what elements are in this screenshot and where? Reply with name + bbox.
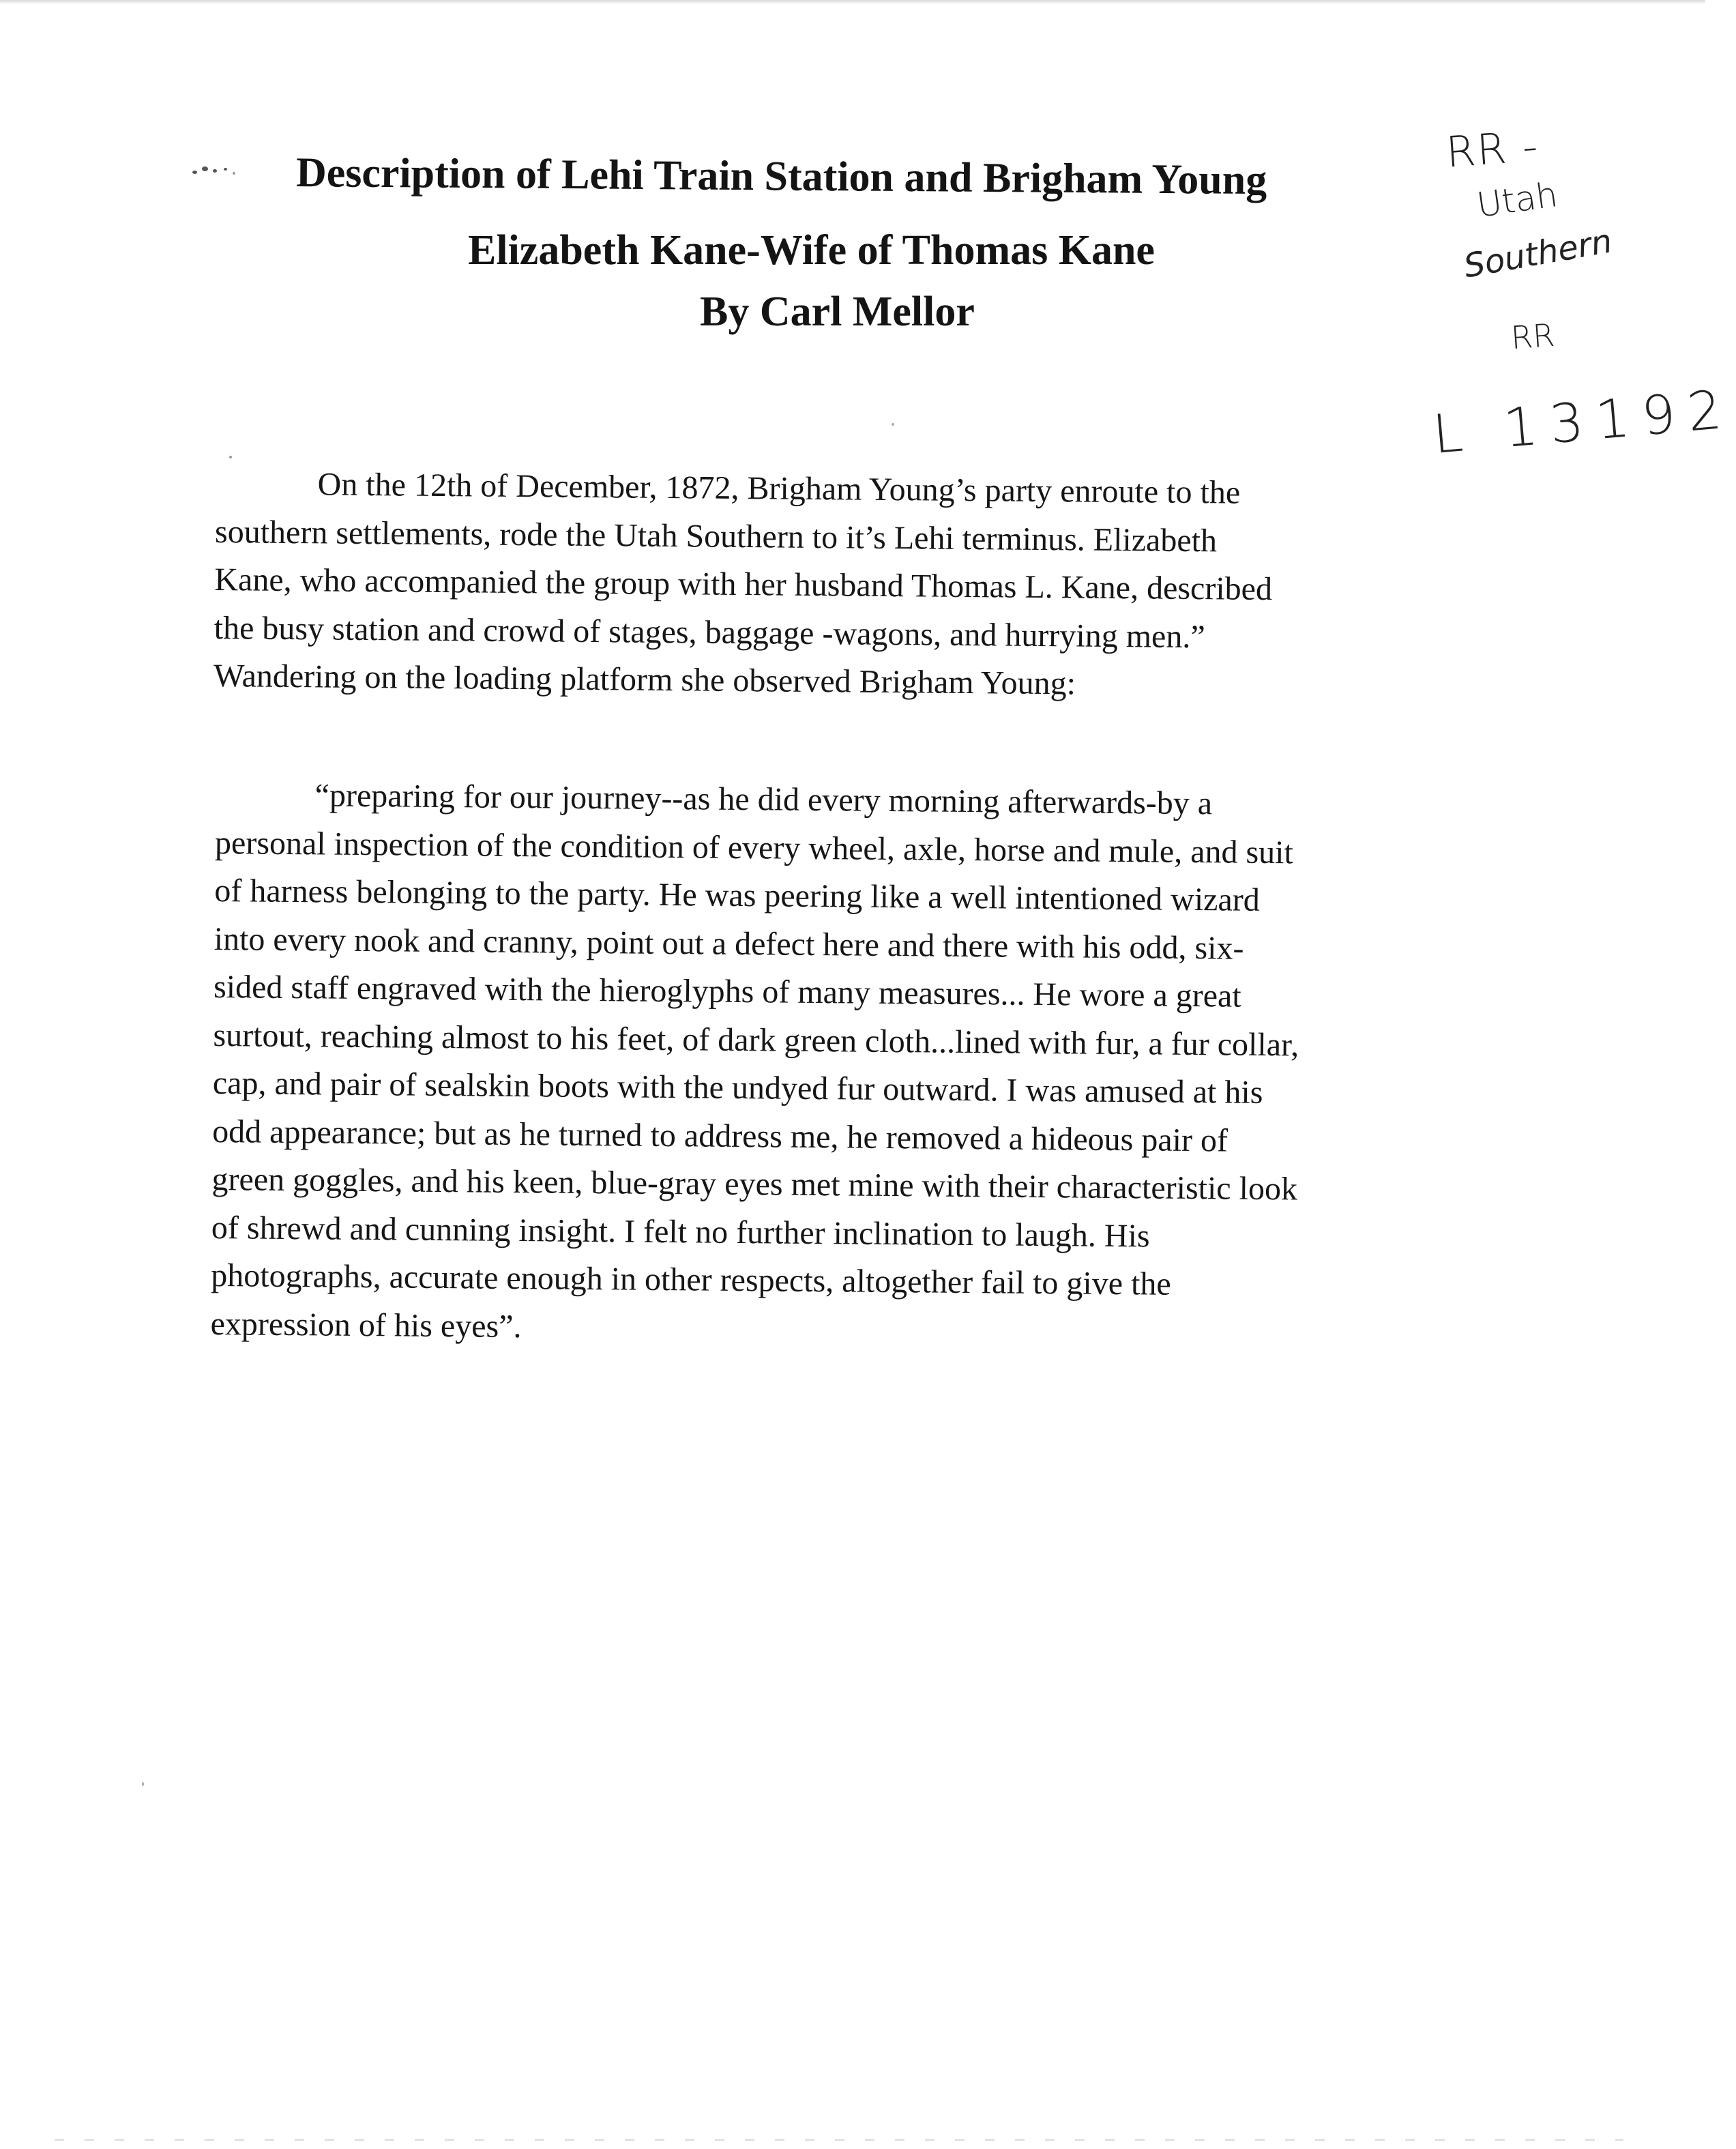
scan-speck bbox=[892, 423, 894, 426]
handwritten-note: RR bbox=[1510, 316, 1556, 357]
text-line: On the 12th of December, 1872, Brigham Young’s party enroute to the bbox=[317, 466, 1241, 511]
text-line: green goggles, and his keen, blue-gray eyes met mine with their characteristic look bbox=[211, 1160, 1298, 1208]
text-line: surtout, reaching almost to his feet, of dark green cloth...lined with fur, a fur collar, bbox=[213, 1017, 1299, 1063]
text-line: sided staff engraved with the hieroglyphs of many measures... He wore a great bbox=[213, 968, 1241, 1014]
text-line: of shrewd and cunning insight. I felt no further inclination to laugh. His bbox=[211, 1209, 1150, 1254]
paragraph-intro bbox=[214, 460, 1484, 712]
handwritten-note: Utah bbox=[1474, 175, 1560, 225]
text-line: expression of his eyes”. bbox=[210, 1305, 522, 1345]
document-title: Description of Lehi Train Station and Brigham Young bbox=[295, 149, 1267, 204]
scan-top-edge bbox=[0, 0, 1705, 4]
scan-speck bbox=[213, 169, 217, 173]
text-line: southern settlements, rode the Utah Southern to it’s Lehi terminus. Elizabeth bbox=[214, 513, 1218, 559]
text-line: into every nook and cranny, point out a defect here and there with his odd, six- bbox=[214, 920, 1244, 967]
text-line: “preparing for our journey--as he did every morning afterwards-by a bbox=[314, 777, 1213, 822]
text-line: the busy station and crowd of stages, baggage -wagons, and hurrying men.” bbox=[214, 609, 1205, 655]
scan-bottom-edge bbox=[55, 2139, 1623, 2141]
text-line: photographs, accurate enough in other respects, altogether fail to give the bbox=[211, 1257, 1171, 1302]
text-line: Wandering on the loading platform she observed Brigham Young: bbox=[213, 657, 1076, 702]
paragraph-quotation bbox=[210, 771, 1484, 1360]
scan-speck bbox=[142, 1782, 144, 1786]
scan-speck bbox=[233, 172, 235, 175]
scan-speck bbox=[224, 168, 227, 171]
handwritten-note: Southern bbox=[1460, 222, 1615, 286]
text-line: odd appearance; but as he turned to address me, he removed a hideous pair of bbox=[211, 1113, 1229, 1158]
handwritten-note: RR - bbox=[1444, 121, 1541, 177]
handwritten-catalog-number: L 13192 bbox=[1430, 378, 1736, 467]
scan-speck bbox=[229, 456, 232, 458]
document-author: By Carl Mellor bbox=[700, 289, 975, 335]
text-line: cap, and pair of sealskin boots with the undyed fur outward. I was amused at his bbox=[212, 1064, 1263, 1111]
text-line: personal inspection of the condition of every wheel, axle, horse and mule, and suit bbox=[214, 824, 1294, 871]
text-line: of harness belonging to the party. He was peering like a well intentioned wizard bbox=[214, 872, 1261, 918]
scan-speck bbox=[202, 166, 208, 171]
scan-speck bbox=[192, 171, 197, 174]
document-subtitle: Elizabeth Kane-Wife of Thomas Kane bbox=[468, 227, 1155, 274]
text-line: Kane, who accompanied the group with her husband Thomas L. Kane, described bbox=[214, 561, 1273, 608]
